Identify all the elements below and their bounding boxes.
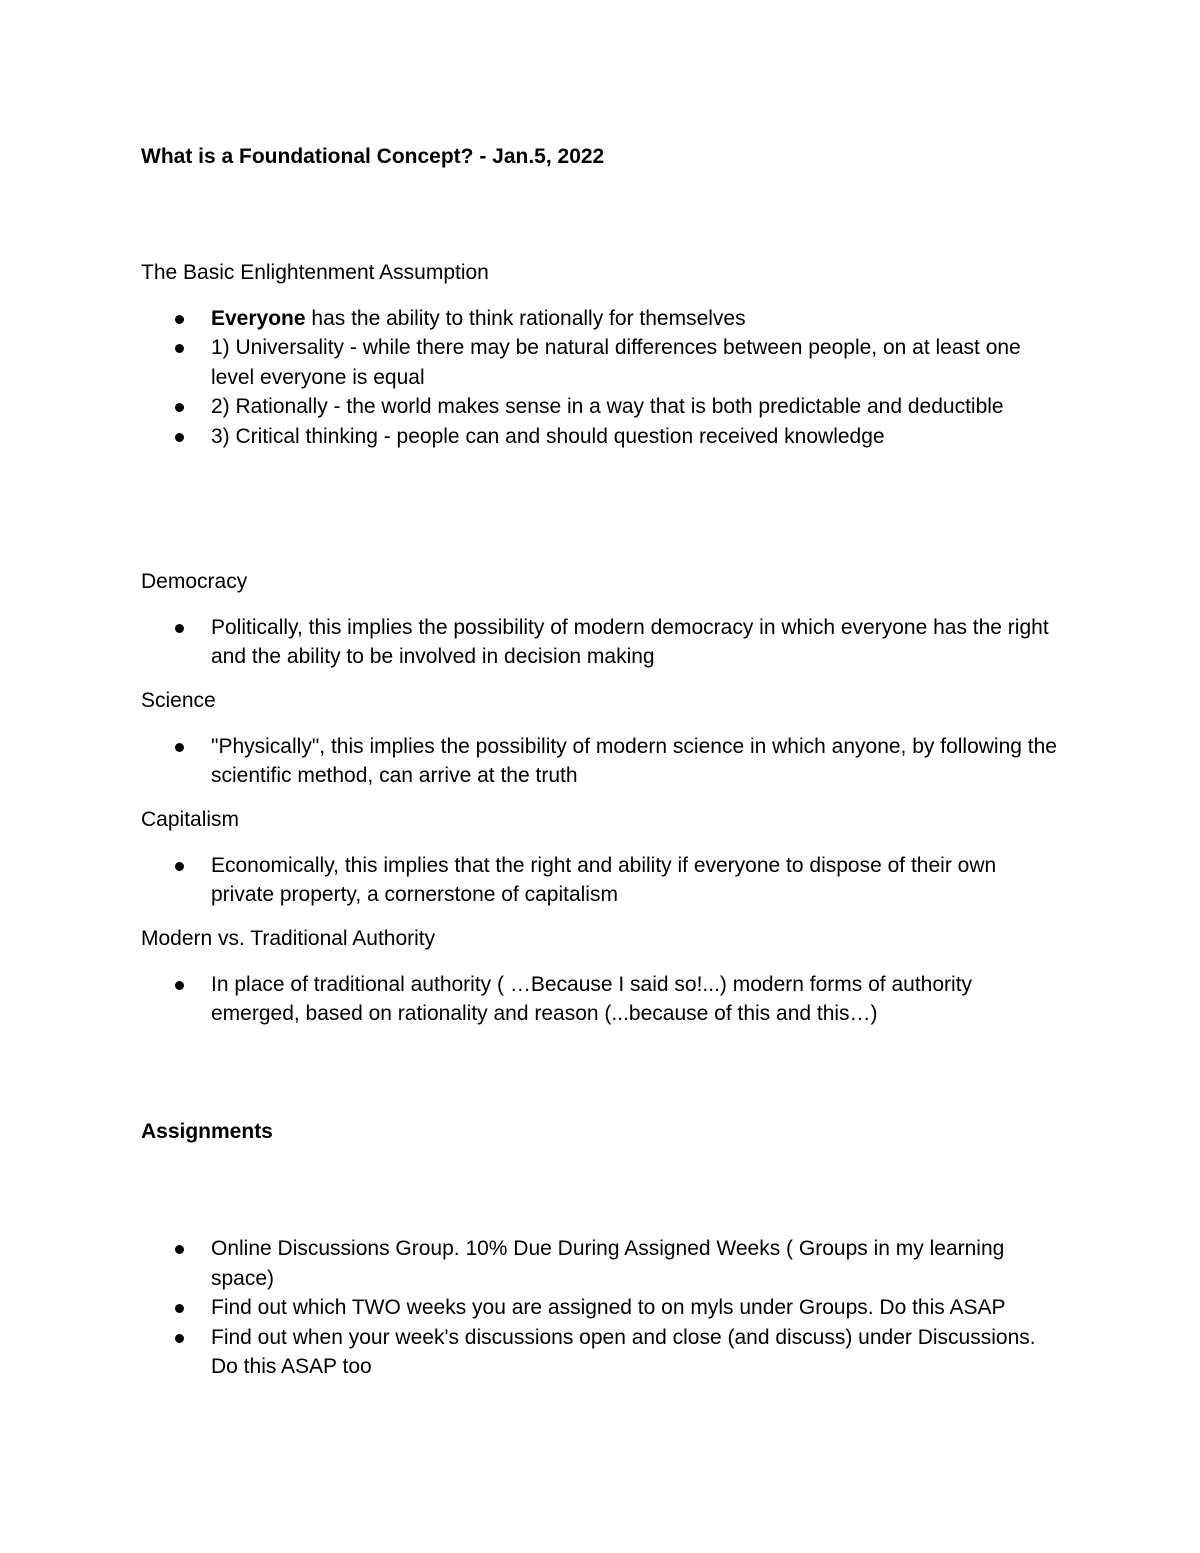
emphasis-text: Everyone [211,306,306,330]
list-item: Online Discussions Group. 10% Due During Assigned Weeks ( Groups in my learning space) [141,1234,1061,1293]
page-title: What is a Foundational Concept? - Jan.5, 2022 [141,145,605,168]
list-item-text: has the ability to think rationally for themselves [305,306,746,330]
authority-list [141,970,1061,1029]
assignments-list [141,1234,1061,1382]
capitalism-list [141,851,1061,910]
list-item: Politically, this implies the possibility of modern democracy in which everyone has the right and the ability to be involved in decision making [141,613,1061,672]
list-item: Find out which TWO weeks you are assigned to on myls under Groups. Do this ASAP [141,1293,1061,1323]
science-list [141,732,1061,791]
democracy-section [141,567,1061,672]
enlightenment-section [141,258,1061,451]
list-item: 3) Critical thinking - people can and should question received knowledge [141,422,1061,452]
authority-section [141,924,1061,1029]
authority-heading: Modern vs. Traditional Authority [141,927,436,950]
list-item: 1) Universality - while there may be natural differences between people, on at least one level everyone is equal [141,333,1061,392]
list-item: Find out when your week's discussions open and close (and discuss) under Discussions. Do this ASAP too [141,1323,1061,1382]
capitalism-heading: Capitalism [141,808,240,831]
science-section [141,686,1061,791]
list-item: Economically, this implies that the right and ability if everyone to dispose of their own private property, a cornerstone of capitalism [141,851,1061,910]
list-item [141,304,1061,334]
list-item: 2) Rationally - the world makes sense in a way that is both predictable and deductible [141,392,1061,422]
assignments-heading: Assignments [141,1120,273,1143]
science-heading: Science [141,689,216,712]
list-item: "Physically", this implies the possibility of modern science in which anyone, by following the scientific method, can arrive at the truth [141,732,1061,791]
enlightenment-heading: The Basic Enlightenment Assumption [141,261,489,284]
democracy-heading: Democracy [141,570,248,593]
assignments-section [141,1234,1061,1382]
enlightenment-list [141,304,1061,452]
democracy-list [141,613,1061,672]
list-item: In place of traditional authority ( …Because I said so!...) modern forms of authority emerged, based on rationality and reason (...because of this and this…) [141,970,1061,1029]
capitalism-section [141,805,1061,910]
